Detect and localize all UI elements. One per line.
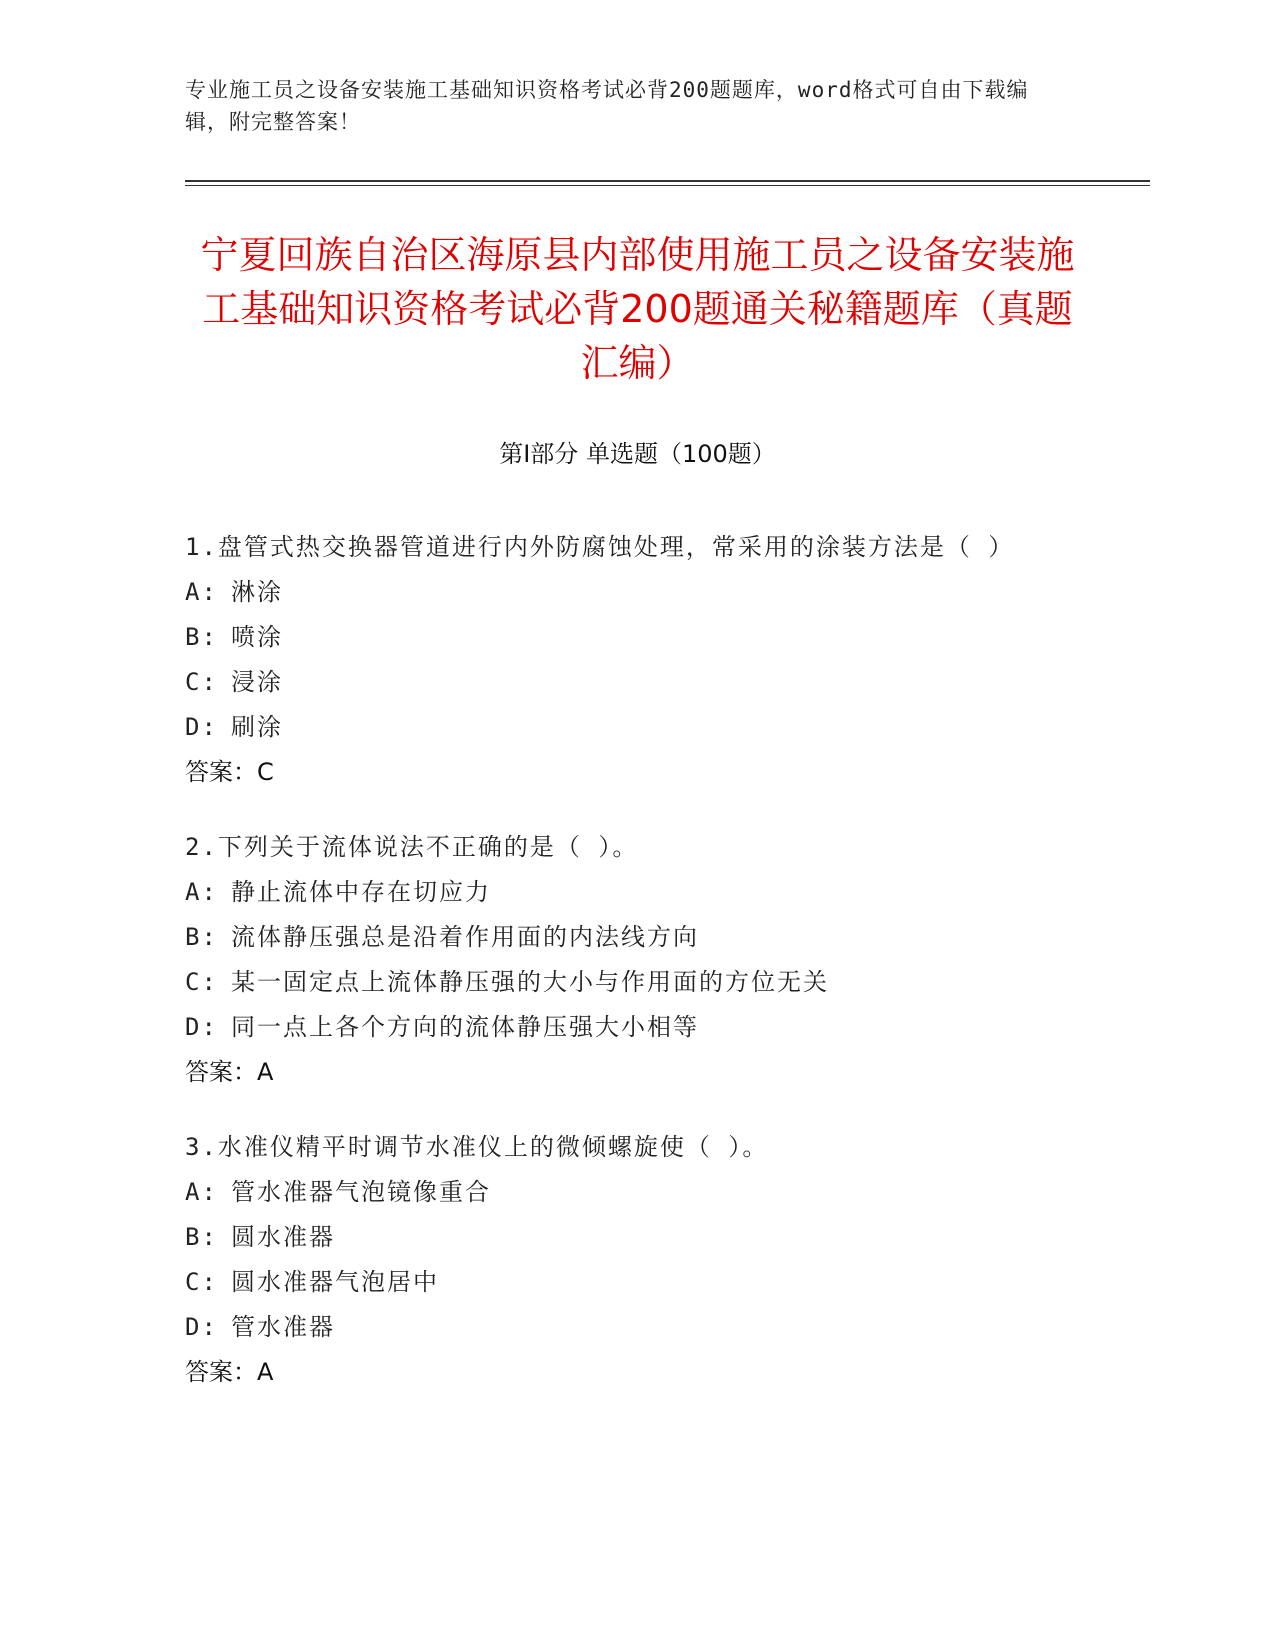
question-list (185, 525, 1065, 1425)
option-label: D: (185, 1313, 218, 1341)
question-3 (185, 1125, 1065, 1395)
question-stem: 2.下列关于流体说法不正确的是（ ）。 (185, 833, 639, 861)
question-stem: 1.盘管式热交换器管道进行内外防腐蚀处理，常采用的涂装方法是（ ） (185, 533, 1015, 561)
option-label: A: (185, 1178, 218, 1206)
section-heading: 第Ⅰ部分 单选题（100题） (499, 440, 776, 468)
option-c (185, 660, 1065, 705)
option-label: C: (185, 968, 218, 996)
option-d (185, 1005, 1065, 1050)
option-c (185, 960, 1065, 1005)
option-text: 某一固定点上流体静压强的大小与作用面的方位无关 (231, 968, 829, 996)
option-label: B: (185, 1223, 218, 1251)
option-text: 管水准器气泡镜像重合 (231, 1178, 491, 1206)
answer-line: 答案：A (185, 1058, 274, 1086)
answer-line: 答案：C (185, 758, 274, 786)
question-stem: 3.水准仪精平时调节水准仪上的微倾螺旋使（ ）。 (185, 1133, 769, 1161)
option-text: 淋涂 (231, 578, 283, 606)
option-text: 喷涂 (231, 623, 283, 651)
option-label: D: (185, 713, 218, 741)
option-a (185, 870, 1065, 915)
option-b (185, 615, 1065, 660)
option-a (185, 570, 1065, 615)
option-label: B: (185, 623, 218, 651)
document-title: 宁夏回族自治区海原县内部使用施工员之设备安装施工基础知识资格考试必背200题通关秘籍题库（真题汇编） (200, 233, 1075, 385)
option-label: C: (185, 1268, 218, 1296)
header-note: 专业施工员之设备安装施工基础知识资格考试必背200题题库，word格式可自由下载编辑，附完整答案！ (185, 78, 1029, 134)
option-a (185, 1170, 1065, 1215)
option-label: A: (185, 578, 218, 606)
option-text: 浸涂 (231, 668, 283, 696)
option-text: 刷涂 (231, 713, 283, 741)
option-text: 静止流体中存在切应力 (231, 878, 491, 906)
question-1 (185, 525, 1065, 795)
option-d (185, 1305, 1065, 1350)
option-text: 流体静压强总是沿着作用面的内法线方向 (231, 923, 699, 951)
option-label: B: (185, 923, 218, 951)
header-rule-thick (185, 180, 1150, 182)
option-c (185, 1260, 1065, 1305)
answer-line: 答案：A (185, 1358, 274, 1386)
header-rule-thin (185, 185, 1150, 186)
option-label: D: (185, 1013, 218, 1041)
question-2 (185, 825, 1065, 1095)
option-text: 管水准器 (231, 1313, 335, 1341)
option-label: A: (185, 878, 218, 906)
option-b (185, 915, 1065, 960)
option-b (185, 1215, 1065, 1260)
option-label: C: (185, 668, 218, 696)
option-text: 圆水准器 (231, 1223, 335, 1251)
option-d (185, 705, 1065, 750)
option-text: 圆水准器气泡居中 (231, 1268, 439, 1296)
option-text: 同一点上各个方向的流体静压强大小相等 (231, 1013, 699, 1041)
